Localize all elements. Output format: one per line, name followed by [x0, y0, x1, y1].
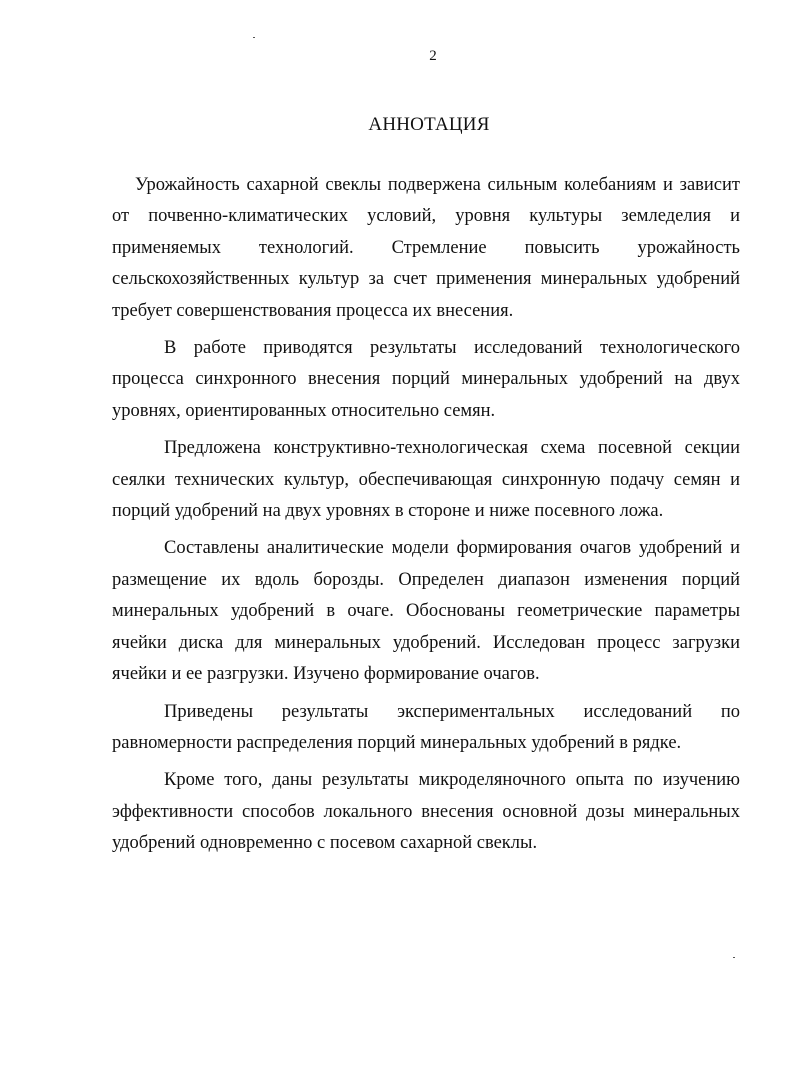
- paragraph: Составлены аналитические модели формирования очагов удобрений и размещение их вдоль борозды. Определен диапазон изменения порций минеральных удобрений в очаге. Обоснованы геометрические параметры ячейки диска для минеральных удобрений. Исследован процесс загрузки ячейки и ее разгрузки. Изучено формирование очагов.: [112, 538, 740, 685]
- scan-speck: [253, 37, 255, 38]
- paragraph: Урожайность сахарной свеклы подвержена сильным колебаниям и зависит от почвенно-климатических условий, уровня культуры земледелия и применяемых технологий. Стремление повысить урожайность сельскохозяйственных культур за счет применения минеральных удобрений требует совершенствования процесса их внесения.: [112, 175, 740, 321]
- paragraph: Предложена конструктивно-технологическая схема посевной секции сеялки технических культур, обеспечивающая синхронную подачу семян и порций удобрений на двух уровнях в стороне и ниже посевного ложа.: [112, 438, 740, 522]
- paragraph: Кроме того, даны результаты микроделяночного опыта по изучению эффективности способов локального внесения основной дозы минеральных удобрений одновременно с посевом сахарной свеклы.: [112, 770, 740, 854]
- scan-speck: [733, 957, 735, 958]
- paragraph: В работе приводятся результаты исследований технологического процесса синхронного внесения порций минеральных удобрений на двух уровнях, ориентированных относительно семян.: [112, 338, 740, 421]
- paragraph: Приведены результаты экспериментальных исследований по равномерности распределения порций минеральных удобрений в рядке.: [112, 701, 740, 753]
- page-title: АННОТАЦИЯ: [368, 114, 490, 135]
- page-number: 2: [429, 48, 437, 64]
- annotation-body: [112, 170, 740, 860]
